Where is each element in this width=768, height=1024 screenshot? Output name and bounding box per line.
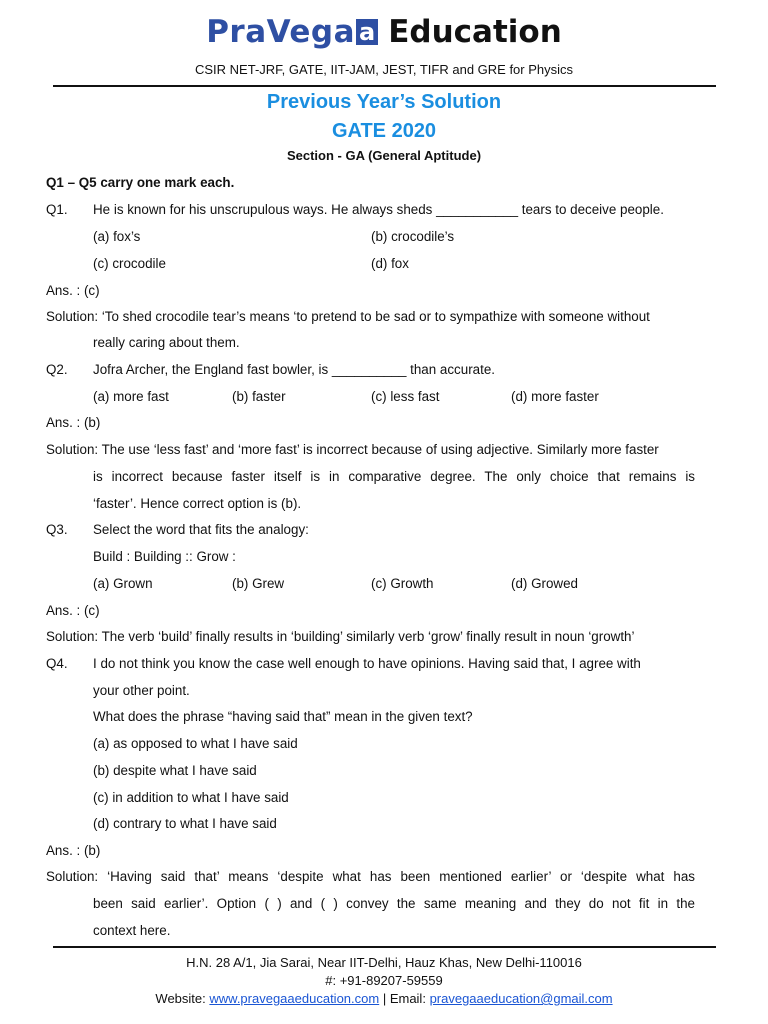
website-label: Website: bbox=[155, 991, 206, 1006]
q3-option-b: (b) Grew bbox=[232, 576, 285, 591]
q1-option-b: (b) crocodile’s bbox=[371, 229, 455, 244]
header-divider bbox=[53, 85, 716, 87]
q4-solution-line2: been said earlier’. Option ( ) and ( ) convey the same meaning and they do not fit in the bbox=[93, 896, 695, 911]
q4-option-c: (c) in addition to what I have said bbox=[93, 790, 289, 805]
q1-answer: Ans. : (c) bbox=[46, 283, 100, 298]
doc-title: Previous Year’s Solution bbox=[266, 91, 502, 113]
q1-solution-line2: really caring about them. bbox=[93, 335, 240, 350]
q3-analogy: Build : Building :: Grow : bbox=[93, 549, 236, 564]
logo-box-letter: a bbox=[356, 19, 378, 45]
footer-phone: #: +91-89207-59559 bbox=[325, 973, 443, 988]
email-label: | Email: bbox=[382, 991, 426, 1006]
footer-divider bbox=[53, 946, 716, 948]
email-link[interactable]: pravegaaeducation@gmail.com bbox=[429, 991, 613, 1006]
q4-number: Q4. bbox=[46, 656, 68, 671]
q3-option-a: (a) Grown bbox=[93, 576, 153, 591]
q4-solution-line3: context here. bbox=[93, 923, 171, 938]
q4-text-line1: I do not think you know the case well enough to have opinions. Having said that, I agree with bbox=[93, 656, 641, 671]
q4-option-a: (a) as opposed to what I have said bbox=[93, 736, 298, 751]
q2-text: Jofra Archer, the England fast bowler, is __________ than accurate. bbox=[93, 362, 495, 377]
q3-option-d: (d) Growed bbox=[511, 576, 578, 591]
q4-solution-line1: Solution: ‘Having said that’ means ‘despite what has been mentioned earlier’ or ‘despite what has bbox=[46, 869, 695, 884]
q2-solution-line3: ‘faster’. Hence correct option is (b). bbox=[93, 496, 302, 511]
q3-answer: Ans. : (c) bbox=[46, 603, 100, 618]
q2-answer: Ans. : (b) bbox=[46, 415, 101, 430]
logo-text: PraVega bbox=[206, 14, 356, 50]
q1-solution-line1: Solution: ‘To shed crocodile tear’s means ‘to pretend to be sad or to sympathize with someone without bbox=[46, 309, 650, 324]
footer-address: H.N. 28 A/1, Jia Sarai, Near IIT-Delhi, Hauz Khas, New Delhi-110016 bbox=[186, 955, 582, 970]
tagline: CSIR NET-JRF, GATE, IIT-JAM, JEST, TIFR and GRE for Physics bbox=[194, 62, 574, 77]
q4-answer: Ans. : (b) bbox=[46, 843, 101, 858]
q2-option-a: (a) more fast bbox=[93, 389, 169, 404]
marks-intro: Q1 – Q5 carry one mark each. bbox=[46, 175, 235, 190]
q1-option-c: (c) crocodile bbox=[93, 256, 166, 271]
section-heading: Section - GA (General Aptitude) bbox=[286, 148, 482, 163]
q1-text: He is known for his unscrupulous ways. He always sheds ___________ tears to deceive people. bbox=[93, 202, 664, 217]
q4-option-d: (d) contrary to what I have said bbox=[93, 816, 277, 831]
doc-subtitle: GATE 2020 bbox=[331, 120, 437, 142]
footer-contact bbox=[0, 991, 768, 1006]
q4-text-line3: What does the phrase “having said that” mean in the given text? bbox=[93, 709, 473, 724]
logo-education-text: Education bbox=[388, 14, 562, 50]
q1-option-d: (d) fox bbox=[371, 256, 409, 271]
q3-solution: Solution: The verb ‘build’ finally results in ‘building’ similarly verb ‘grow’ finally result in noun ‘growth’ bbox=[46, 629, 635, 644]
website-link[interactable]: www.pravegaaeducation.com bbox=[209, 991, 380, 1006]
q4-text-line2: your other point. bbox=[93, 683, 190, 698]
q3-number: Q3. bbox=[46, 522, 68, 537]
q2-number: Q2. bbox=[46, 362, 68, 377]
q2-option-c: (c) less fast bbox=[371, 389, 440, 404]
brand-logo bbox=[0, 14, 768, 50]
q1-number: Q1. bbox=[46, 202, 68, 217]
q2-option-b: (b) faster bbox=[232, 389, 286, 404]
q3-text: Select the word that fits the analogy: bbox=[93, 522, 309, 537]
q2-option-d: (d) more faster bbox=[511, 389, 599, 404]
q3-option-c: (c) Growth bbox=[371, 576, 434, 591]
q1-option-a: (a) fox’s bbox=[93, 229, 141, 244]
q2-solution-line1: Solution: The use ‘less fast’ and ‘more fast’ is incorrect because of using adjective. Similarly more faster bbox=[46, 442, 659, 457]
q2-solution-line2: is incorrect because faster itself is in comparative degree. The only choice that remains is bbox=[93, 469, 695, 484]
q4-option-b: (b) despite what I have said bbox=[93, 763, 257, 778]
